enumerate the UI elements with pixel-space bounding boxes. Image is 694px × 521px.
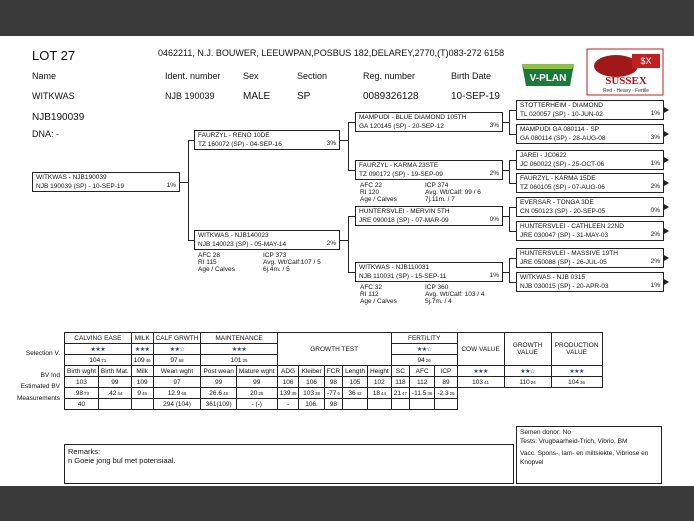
- gg8-name: WITKWAS - NJB 0315: [520, 274, 586, 281]
- dd-name: WITKWAS - NJB110031: [359, 264, 430, 271]
- col-mature-wght: Mature wght: [236, 366, 277, 377]
- meas-cell: [391, 399, 409, 410]
- col-icp: ICP: [435, 366, 457, 377]
- dd-ri: RI 112: [360, 291, 379, 298]
- bv-cell: 105: [343, 377, 368, 388]
- pedigree-dam-sire: [355, 206, 503, 226]
- bv-cell: 103: [65, 377, 99, 388]
- vplan-logo: [518, 60, 578, 90]
- meas-cell: - (-): [236, 399, 277, 410]
- gg7-pct: 2%: [650, 258, 660, 265]
- col-birth-wght: Birth wght: [65, 366, 99, 377]
- bv-cell: 98: [324, 377, 342, 388]
- column-header-row: [65, 366, 603, 377]
- tests-line: Tests: Vrugbaarheid-Trich, Vibrio, BM: [520, 437, 628, 445]
- ident-heading: Ident. number: [165, 71, 221, 81]
- group-milk: MILK: [131, 333, 153, 344]
- remarks-box: [64, 444, 514, 484]
- sd-pct: 2%: [489, 170, 499, 177]
- group-fertility: FERTILITY: [391, 333, 457, 344]
- col-adg: ADG: [277, 366, 299, 377]
- col-fcr: FCR: [324, 366, 342, 377]
- vplan-text: V-PLAN: [529, 73, 567, 84]
- gg2-name: MAMPUDI GA 080114 - SP: [520, 126, 599, 133]
- sd-afc: AFC 22: [360, 182, 383, 189]
- sex-value: MALE: [243, 91, 271, 102]
- group-calving-ease: CALVING EASE: [65, 333, 132, 344]
- dd-pct: 1%: [489, 272, 499, 279]
- est-cell: .4244: [98, 388, 131, 399]
- pedigree-gg-2: [516, 124, 664, 144]
- birth-heading: Birth Date: [451, 71, 492, 81]
- group-calf-growth: CALF GRWTH: [153, 333, 201, 344]
- group-growth-value: GROWTH VALUE: [504, 333, 551, 366]
- meas-cell: [367, 399, 391, 410]
- gg5-pct: 0%: [650, 207, 660, 214]
- meas-cell: [98, 399, 131, 410]
- name-heading: Name: [32, 71, 57, 81]
- dd-detail: NJB 110031 (SP) - 15-SEP-11: [359, 272, 447, 280]
- col-afc: AFC: [410, 366, 435, 377]
- dam-pct: 2%: [326, 240, 336, 247]
- est-cell: -2.325: [435, 388, 457, 399]
- sex-heading: Sex: [243, 71, 259, 81]
- remarks-text: n Goeie jong bul met potensiaal.: [68, 456, 176, 465]
- row-label-bv-ind: BV Ind: [40, 372, 60, 379]
- pedigree-sire-sire: [355, 112, 503, 132]
- bv-cell: 99: [236, 377, 277, 388]
- sd-avg-wt: Avg. Wt/Calf: 99 / 6: [425, 189, 481, 196]
- bv-cell: 97: [153, 377, 201, 388]
- est-cell: 12.968: [153, 388, 201, 399]
- est-cell: -776: [324, 388, 342, 399]
- remarks-label: Remarks:: [68, 447, 101, 456]
- catalog-page: [0, 36, 694, 486]
- meas-cell: 98: [324, 399, 342, 410]
- dam-age-calves: 6j.4m. / 5: [263, 266, 290, 273]
- pedigree-gg-5: [516, 197, 664, 217]
- meas-cell: -: [277, 399, 299, 410]
- est-cell: .9873: [65, 388, 99, 399]
- est-cell: 1844: [367, 388, 391, 399]
- sd-icp: ICP 374: [425, 182, 449, 189]
- ds-name: HUNTERSVLEI - MERVIN 5TH: [359, 208, 450, 215]
- ds-pct: 0%: [489, 216, 499, 223]
- measurements-row: [65, 399, 603, 410]
- sire-pct: 3%: [326, 140, 336, 147]
- svg-text:$X: $X: [640, 56, 652, 66]
- pedigree-sire-dam: [355, 160, 503, 180]
- bv-cell: 118: [391, 377, 409, 388]
- dam-icp: ICP 373: [263, 252, 287, 259]
- gg8-pct: 1%: [650, 282, 660, 289]
- performance-table: [64, 332, 603, 410]
- animal-name: WITKWAS: [32, 91, 75, 101]
- sd-age-label: Age / Calves: [360, 196, 397, 203]
- meas-cell: 40: [65, 399, 99, 410]
- estimated-bv-row: [65, 388, 603, 399]
- est-cell: 3642: [343, 388, 368, 399]
- meas-cell: [435, 399, 457, 410]
- est-cell: 2025: [236, 388, 277, 399]
- gg2-detail: GA 080114 (SP) - 28-AUG-08: [520, 134, 606, 142]
- bv-cell: 99: [98, 377, 131, 388]
- est-cell: 13939: [277, 388, 299, 399]
- col-milk: Milk: [131, 366, 153, 377]
- col-sc: SC: [391, 366, 409, 377]
- row-label-measurements: Measurements: [17, 395, 60, 402]
- stars-fertility: ★★☆: [391, 344, 457, 355]
- stars-calf-growth: ★★☆: [153, 344, 201, 355]
- meas-cell: [131, 399, 153, 410]
- owner-line: 0462211, N.J. BOUWER, LEEUWPAN,POSBUS 182,DELAREY,2770,(T)083-272 6158: [158, 48, 505, 58]
- group-cow-value: COW VALUE: [457, 333, 504, 366]
- dd-icp: ICP 360: [425, 284, 449, 291]
- gg4-pct: 2%: [650, 183, 660, 190]
- sire-name: FAURZYL - RENO 10DE: [198, 132, 270, 139]
- stars-calving-ease: ★★★: [65, 344, 132, 355]
- sel-calf-growth: 9768: [153, 355, 201, 366]
- semen-donor: Semen donor: No: [520, 429, 571, 436]
- stars-maintenance: ★★★: [201, 344, 277, 355]
- est-cell: 946: [131, 388, 153, 399]
- col-post-wean: Post wean: [201, 366, 236, 377]
- ss-detail: GA 120145 (SP) - 20-SEP-12: [359, 122, 444, 130]
- section-heading: Section: [297, 71, 328, 81]
- sd-ri: RI 120: [360, 189, 380, 196]
- dam-name: WITKWAS - NJB140023: [198, 232, 269, 239]
- sel-fertility: 9426: [391, 355, 457, 366]
- est-cell: 26.648: [201, 388, 236, 399]
- bv-cell: 99: [201, 377, 236, 388]
- sussex-tagline: Red - Heavy - Fertile: [602, 88, 650, 94]
- est-cell: -11.536: [410, 388, 435, 399]
- stars-production-value: ★★★: [551, 366, 602, 377]
- sussex-text: SUSSEX: [605, 75, 647, 87]
- sd-name: FAURZYL - KARMA 23STE: [359, 162, 439, 169]
- herd-id: NJB190039: [32, 112, 85, 123]
- gg3-pct: 1%: [650, 160, 660, 167]
- ident-value: NJB 190039: [165, 91, 215, 101]
- ss-name: MAMPUDI - BLUE DIAMOND 105TH: [359, 114, 467, 121]
- gg7-detail: JRE 050088 (SP) - 26-JUL-05: [520, 258, 607, 266]
- est-cell: 2147: [391, 388, 409, 399]
- pedigree-gg-8: [516, 272, 664, 292]
- gg1-detail: TL 020057 (SP) - 10-JUN-02: [520, 110, 603, 118]
- gg5-detail: CN 050123 (SP) - 20-SEP-05: [520, 207, 606, 215]
- gg2-pct: 3%: [650, 134, 660, 141]
- pedigree-animal-pct: 1%: [166, 182, 176, 189]
- col-kleiber: Kleiber: [299, 366, 324, 377]
- gg3-detail: JC 060022 (SP) - 25-OCT-06: [520, 160, 605, 168]
- ss-pct: 3%: [489, 122, 499, 129]
- gg1-name: STOTTERHEIM - DIAMOND: [520, 102, 603, 109]
- bv-cell: 109: [131, 377, 153, 388]
- group-header-row: [65, 333, 603, 344]
- bv-cell: 106: [277, 377, 299, 388]
- gg1-pct: 1%: [650, 110, 660, 117]
- production-value-cell: 10436: [551, 377, 602, 388]
- bv-cell: 112: [410, 377, 435, 388]
- row-label-selection: Selection V.: [25, 350, 60, 357]
- meas-cell: 106.: [299, 399, 324, 410]
- pedigree-dam: [194, 230, 340, 250]
- dam-afc: AFC 28: [198, 252, 221, 259]
- group-production-value: PRODUCTION VALUE: [551, 333, 602, 366]
- pedigree-sire: [194, 130, 340, 150]
- sel-milk: 10946: [131, 355, 153, 366]
- gg3-name: JAREI - JC0622: [520, 152, 567, 159]
- stars-milk: ★★★: [131, 344, 153, 355]
- group-maintenance: MAINTENANCE: [201, 333, 277, 344]
- sd-detail: TZ 090172 (SP) - 19-SEP-09: [359, 170, 443, 178]
- birth-value: 10-SEP-19: [451, 91, 500, 102]
- sel-maintenance: 10125: [201, 355, 277, 366]
- semen-tests-box: [516, 426, 662, 484]
- section-value: SP: [297, 91, 311, 102]
- pedigree-animal-detail: NJB 190039 (SP) - 10-SEP-19: [36, 182, 125, 190]
- stars-growth-value: ★★☆: [504, 366, 551, 377]
- dd-afc: AFC 32: [360, 284, 383, 291]
- row-label-estimated-bv: Estimated BV: [20, 383, 60, 390]
- pedigree-gg-7: [516, 248, 664, 268]
- pedigree-gg-1: [516, 100, 664, 120]
- cow-value-cell: 10341: [457, 377, 504, 388]
- dam-ri: RI 115: [198, 259, 217, 266]
- pedigree-dam-dam: [355, 262, 503, 282]
- gg8-detail: NJB 030015 (SP) - 20-APR-03: [520, 282, 609, 290]
- meas-cell: 294 (104): [153, 399, 201, 410]
- pedigree-gg-3: [516, 150, 664, 170]
- reg-value: 0089326128: [363, 91, 419, 102]
- bv-cell: 106: [299, 377, 324, 388]
- bv-cell: 102: [367, 377, 391, 388]
- dna-label: DNA: -: [32, 129, 59, 139]
- col-birth-mat: Birth Mat.: [98, 366, 131, 377]
- sire-detail: TZ 160072 (SP) - 04-SEP-16: [198, 140, 282, 148]
- sd-age-calves: 7j.11m. / 7: [425, 196, 455, 203]
- growth-value-cell: 11024: [504, 377, 551, 388]
- stars-cow-value: ★★★: [457, 366, 504, 377]
- gg6-name: HUNTERSVLEI - CATHLEEN 22ND: [520, 223, 624, 230]
- pedigree-gg-4: [516, 173, 664, 193]
- meas-cell: [410, 399, 435, 410]
- gg4-detail: TZ 060105 (SP) - 07-AUG-06: [520, 183, 605, 191]
- col-height: Height: [367, 366, 391, 377]
- sussex-logo: [586, 48, 664, 96]
- meas-cell: [343, 399, 368, 410]
- meas-cell: 361(109): [201, 399, 236, 410]
- dd-avg-wt: Avg. Wt/Calf: 103 / 4: [425, 291, 485, 298]
- reg-heading: Reg. number: [363, 71, 416, 81]
- bv-cell: 89: [435, 377, 457, 388]
- sel-calving-ease: 10471: [65, 355, 132, 366]
- gg4-name: FAURZYL - KARMA 15DE: [520, 175, 596, 182]
- col-length: Length: [343, 366, 368, 377]
- gg6-detail: JRE 030047 (SP) - 31-MAY-03: [520, 231, 609, 239]
- dd-age-label: Age / Calves: [360, 298, 397, 305]
- bv-ind-row: [65, 377, 603, 388]
- gg7-name: HUNTERSVLEI - MASSIVE 19TH: [520, 250, 618, 257]
- ds-detail: JRE 090018 (SP) - 07-MAR-09: [359, 216, 449, 224]
- dam-age-label: Age / Calves: [198, 266, 235, 273]
- lot-number: LOT 27: [32, 48, 76, 63]
- gg5-name: EVERSAR - TONGA 3DE: [520, 199, 594, 206]
- pedigree-gg-6: [516, 221, 664, 241]
- dam-avg-wt: Avg. Wt/Calf:107 / 5: [263, 259, 321, 266]
- est-cell: 10338: [299, 388, 324, 399]
- vaccination-line: Vacc. Spons-, lam- en miltsiekte, Vibriose en Knopvel: [520, 450, 649, 466]
- col-wean-wght: Wean wght: [153, 366, 201, 377]
- dd-age-calves: 5j.7m. / 4: [425, 298, 452, 305]
- pedigree-animal: [32, 172, 180, 192]
- group-growth-test: GROWTH TEST: [277, 333, 391, 366]
- dam-detail: NJB 140023 (SP) - 05-MAY-14: [198, 240, 287, 248]
- gg6-pct: 2%: [650, 231, 660, 238]
- pedigree-animal-name: WITKWAS - NJB190039: [36, 174, 107, 181]
